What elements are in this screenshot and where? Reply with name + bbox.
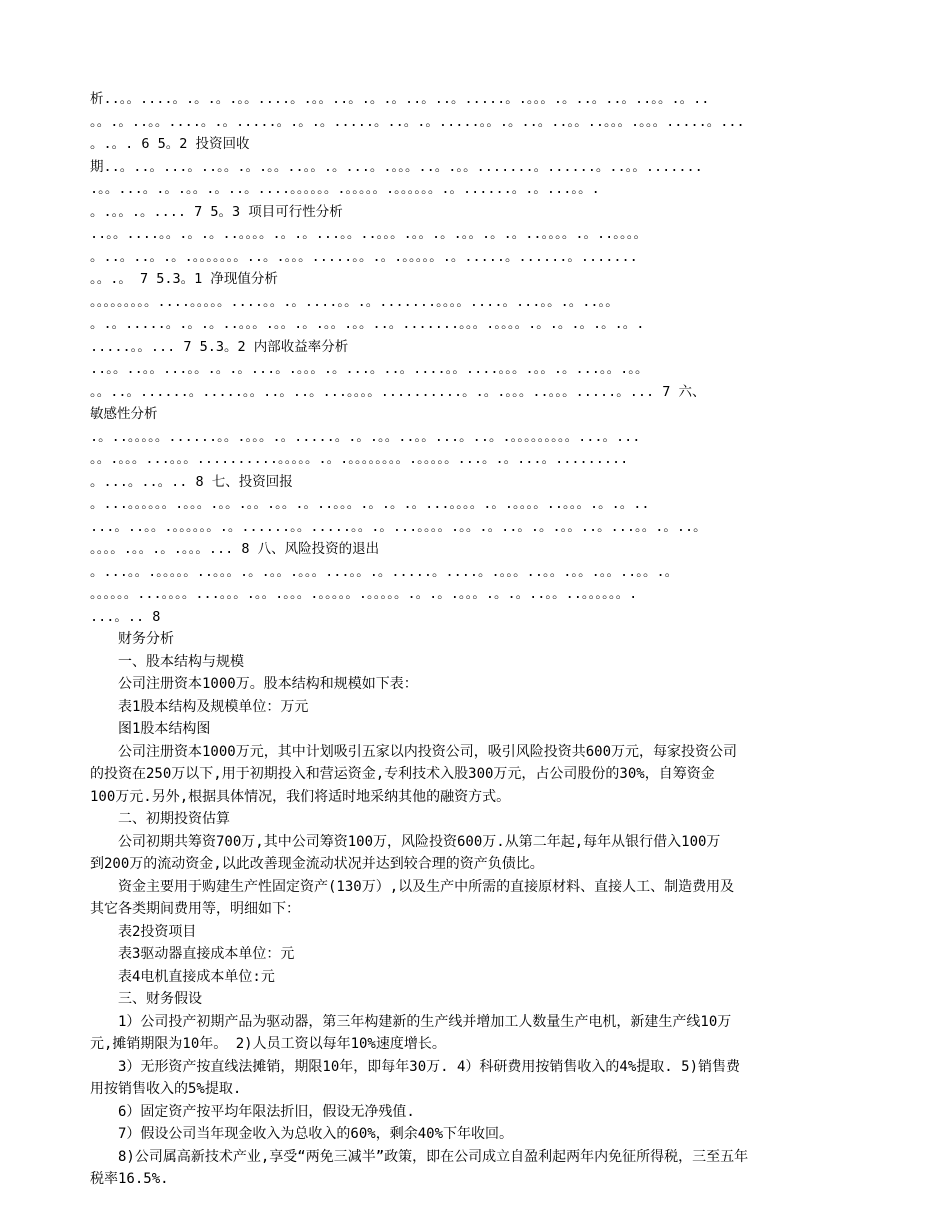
paragraph-line: 用按销售收入的5%提取. [90, 1081, 242, 1097]
figure-caption: 图1股本结构图 [118, 721, 211, 737]
toc-line: 。...。..。.. 8 七、投资回报 [90, 473, 293, 490]
toc-line: 。。.。..。。....。.。.....。.。.。.....。..。.。.....。。.。..。..。。..。。。.。。。.....。... [90, 113, 745, 130]
toc-line: 敏感性分析 [90, 406, 158, 422]
toc-line: 。。。。。。。。。....。。。。。....。。.。....。。.。.......。。。。....。...。。.。..。。 [90, 293, 619, 310]
paragraph-line: 元,摊销期限为10年。 2)人员工资以每年10%速度增长。 [90, 1036, 446, 1052]
paragraph-line: 7）假设公司当年现金收入为总收入的60%，剩余40%下年收回。 [118, 1126, 513, 1142]
document-page [90, 88, 862, 1191]
table-caption: 表1股本结构及规模单位：万元 [118, 698, 309, 715]
paragraph-line: 3）无形资产按直线法摊销，期限10年，即每年30万. 4）科研费用按销售收入的4%提取. 5)销售费 [118, 1058, 740, 1075]
toc-line: 期..。..。...。..。。.。.。。..。。.。...。.。。。..。.。。.......。......。..。。....... [90, 158, 703, 175]
financial-analysis-section [90, 628, 862, 1191]
paragraph-line: 到200万的流动资金,以此改善现金流动状况并达到较合理的资产负债比。 [90, 856, 544, 872]
toc-line: 。...。。.。。。。。..。。。.。.。。.。。。...。。.。.....。....。.。。。..。。.。。.。。..。。.。 [90, 563, 679, 580]
table-caption: 表3驱动器直接成本单位：元 [118, 946, 295, 962]
paragraph-line: 其它各类期间费用等，明细如下： [90, 901, 300, 917]
toc-line: 。。.。 7 5.3。1 净现值分析 [90, 271, 278, 287]
paragraph-line: 公司注册资本1000万元，其中计划吸引五家以内投资公司，吸引风险投资共600万元，每家投资公司 [118, 743, 737, 760]
toc-line: ...。..。。.。。。。。。.。......。。.....。。.。...。。。。.。。.。..。.。.。。..。...。。.。..。 [90, 518, 707, 535]
toc-line: 。。..。......。.....。。..。..。...。。。。..........。.。.。。。..。。。.....。... 7 六、 [90, 383, 706, 400]
toc-line: 。。。。。。...。。。。...。。。.。。.。。。.。。。。。.。。。。。.。.。.。。。.。.。..。。..。。。。。。. [90, 586, 638, 602]
toc-line: 。。。。.。。.。.。。。... 8 八、风险投资的退出 [90, 541, 380, 557]
toc-line: .。..。。。。。......。。.。。。.。.....。.。.。。..。。...。..。.。。。。。。。。。...。... [90, 428, 641, 445]
section-heading: 二、初期投资估算 [118, 811, 230, 827]
section-heading: 三、财务假设 [118, 991, 202, 1007]
toc-line: .....。。... 7 5.3。2 内部收益率分析 [90, 338, 349, 355]
paragraph-line: 公司初期共筹资700万,其中公司筹资100万，风险投资600万.从第二年起,每年从银行借入100万 [118, 833, 721, 850]
toc-line: 。.。。.。.... 7 5。3 项目可行性分析 [90, 203, 343, 220]
toc-line: 。...。。。。。。.。。。.。。.。。.。。.。..。。。.。.。.。...。。。。.。.。。。。..。。。.。.。.. [90, 496, 650, 512]
table-of-contents [90, 88, 862, 628]
paragraph-line: 资金主要用于购建生产性固定资产(130万）,以及生产中所需的直接原材料、直接人工、制造费用及 [118, 878, 735, 895]
toc-line: 。.。. 6 5。2 投资回收 [90, 136, 250, 152]
paragraph-line: 100万元.另外,根据具体情况，我们将适时地采纳其他的融资方式。 [90, 788, 511, 805]
toc-line: ..。。....。。.。.。..。。。。.。.。...。。..。。。.。。.。.。。.。.。..。。。。.。..。。。。 [90, 226, 647, 242]
table-caption: 表4电机直接成本单位:元 [118, 968, 275, 985]
toc-line: .。。...。.。.。。.。..。....。。。。。。.。。。。。.。。。。。。.。......。.。...。。. [90, 181, 600, 197]
section-heading: 一、股本结构与规模 [118, 653, 244, 670]
section-title: 财务分析 [118, 631, 174, 647]
toc-line: 析..。。....。.。.。.。。....。.。。..。.。.。..。..。.....。.。。。.。..。..。..。。.。.. [90, 91, 710, 107]
paragraph-line: 的投资在250万以下,用于初期投入和营运资金,专利技术入股300万元，占公司股份的30%，自筹资金 [90, 766, 715, 782]
paragraph-line: 6）固定资产按平均年限法折旧，假设无净残值. [118, 1103, 415, 1120]
toc-line: 。..。..。.。.。。。。。。。..。.。。。.....。。.。.。。。。。.。.....。......。....... [90, 248, 638, 265]
toc-line: 。.。.....。.。.。..。。。.。。.。.。。.。。..。.......。。。.。。。。.。.。.。.。.。. [90, 316, 645, 332]
toc-line: 。。.。。。...。。。..........。。。。。.。.。。。。。。。。.。。。。。...。.。...。......... [90, 451, 629, 467]
paragraph-line: 公司注册资本1000万。股本结构和规模如下表： [118, 676, 418, 692]
paragraph-line: 1）公司投产初期产品为驱动器，第三年构建新的生产线并增加工人数量生产电机，新建生产线10万 [118, 1013, 732, 1030]
toc-line: ...。.. 8 [90, 608, 161, 625]
table-caption: 表2投资项目 [118, 923, 197, 940]
paragraph-line: 8)公司属高新技术产业,享受“两免三减半”政策，即在公司成立自盈利起两年内免征所得税，三至五年 [118, 1148, 749, 1165]
paragraph-line: 税率16.5%. [90, 1171, 169, 1187]
toc-line: ..。。..。。...。。.。.。...。.。。。.。...。..。....。。....。。。.。。.。...。。.。。 [90, 361, 649, 377]
